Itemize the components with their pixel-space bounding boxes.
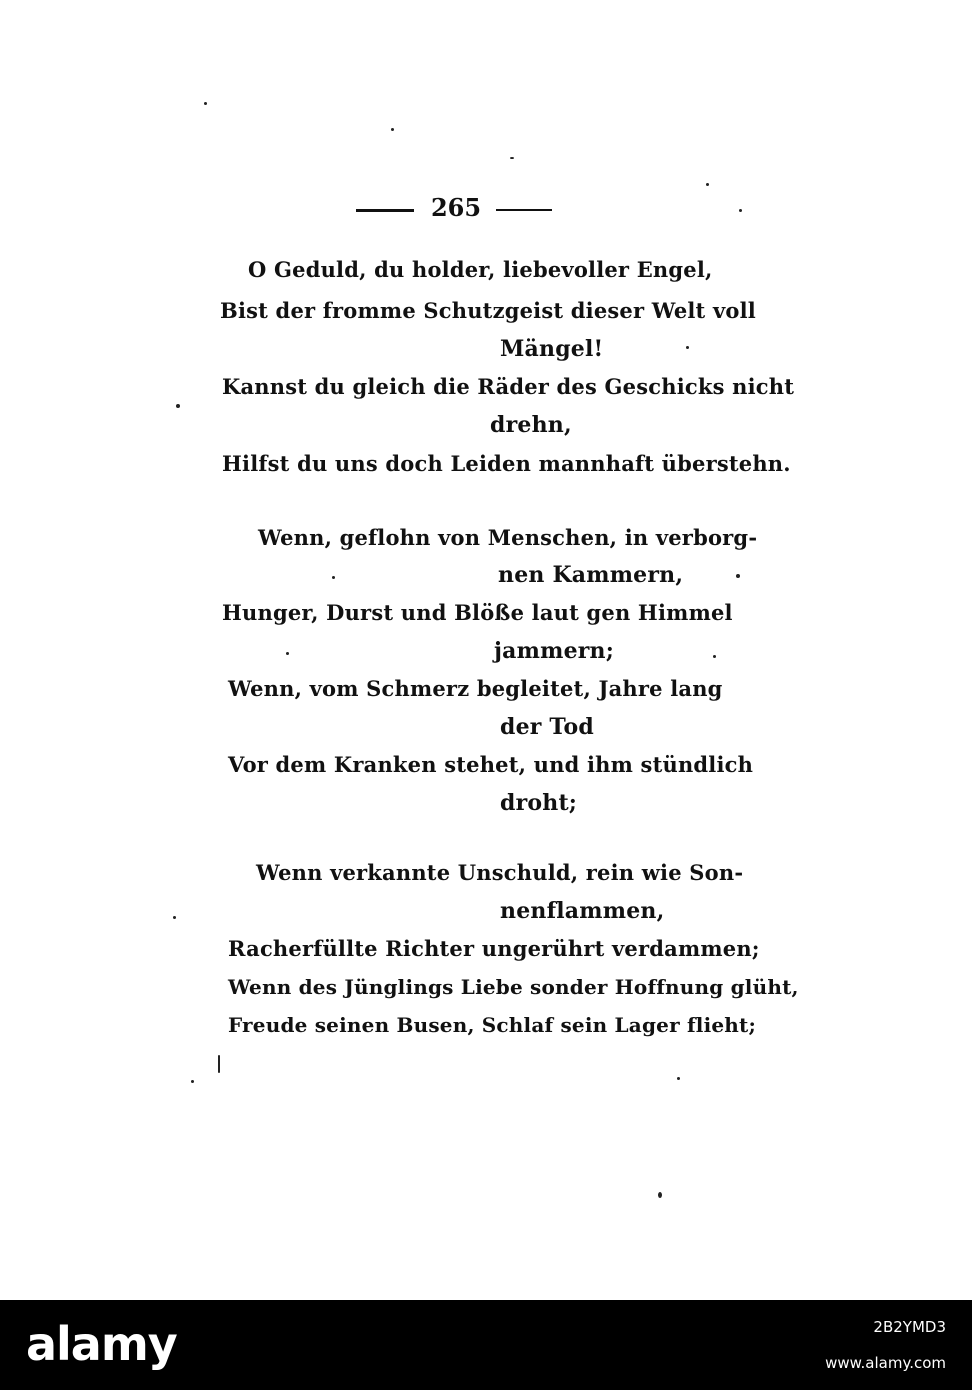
scan-speck (176, 404, 180, 408)
image-id: 2B2YMD3 (873, 1318, 946, 1336)
stanza2-line2-cont: jammern; (494, 638, 615, 664)
stanza3-line3: Wenn des Jünglings Liebe sonder Hoffnung glüht, (228, 975, 799, 999)
page-number: 265 (430, 193, 482, 222)
stanza2-line1-cont: nen Kammern, (498, 562, 684, 588)
stanza1-line2: Bist der fromme Schutzgeist dieser Welt voll (220, 298, 756, 323)
stanza2-line3: Wenn, vom Schmerz begleitet, Jahre lang (228, 676, 723, 701)
stanza3-line4: Freude seinen Busen, Schlaf sein Lager flieht; (228, 1013, 757, 1037)
scan-speck (286, 652, 289, 655)
scan-speck (686, 346, 689, 349)
scan-speck (739, 209, 742, 212)
stanza1-line4: Hilfst du uns doch Leiden mannhaft überstehn. (222, 451, 791, 476)
stanza3-line1-cont: nenflammen, (500, 898, 665, 924)
scan-speck (658, 1192, 662, 1198)
scan-speck (510, 157, 514, 159)
scan-speck (713, 655, 716, 658)
stanza1-line3: Kannst du gleich die Räder des Geschicks nicht (222, 374, 795, 399)
scan-speck (706, 183, 709, 186)
stanza2-line3-cont: der Tod (500, 714, 594, 740)
scan-speck (736, 574, 740, 578)
header-rule-left (356, 209, 414, 212)
stanza1-line1: O Geduld, du holder, liebevoller Engel, (248, 257, 713, 282)
alamy-logo: alamy (26, 1317, 177, 1371)
stanza2-line1: Wenn, geflohn von Menschen, in verborg- (258, 525, 758, 550)
scan-speck (173, 916, 176, 919)
stanza2-line2: Hunger, Durst und Blöße laut gen Himmel (222, 600, 733, 625)
site-url: www.alamy.com (825, 1354, 946, 1372)
stock-footer-bar (0, 1300, 972, 1390)
stanza1-line3-cont: drehn, (490, 412, 572, 438)
scan-speck (204, 102, 207, 105)
stanza3-line2: Racherfüllte Richter ungerührt verdammen; (228, 936, 760, 961)
stanza2-line4-cont: droht; (500, 790, 578, 816)
page-header (350, 192, 560, 226)
header-rule-right (496, 209, 552, 211)
scan-speck (218, 1055, 220, 1073)
scan-speck (332, 576, 335, 579)
scan-speck (191, 1080, 194, 1083)
stanza3-line1: Wenn verkannte Unschuld, rein wie Son- (256, 860, 744, 885)
scan-speck (391, 128, 394, 131)
stanza1-line2-cont: Mängel! (500, 336, 604, 362)
stanza2-line4: Vor dem Kranken stehet, und ihm stündlich (228, 752, 754, 777)
scan-speck (677, 1077, 680, 1080)
